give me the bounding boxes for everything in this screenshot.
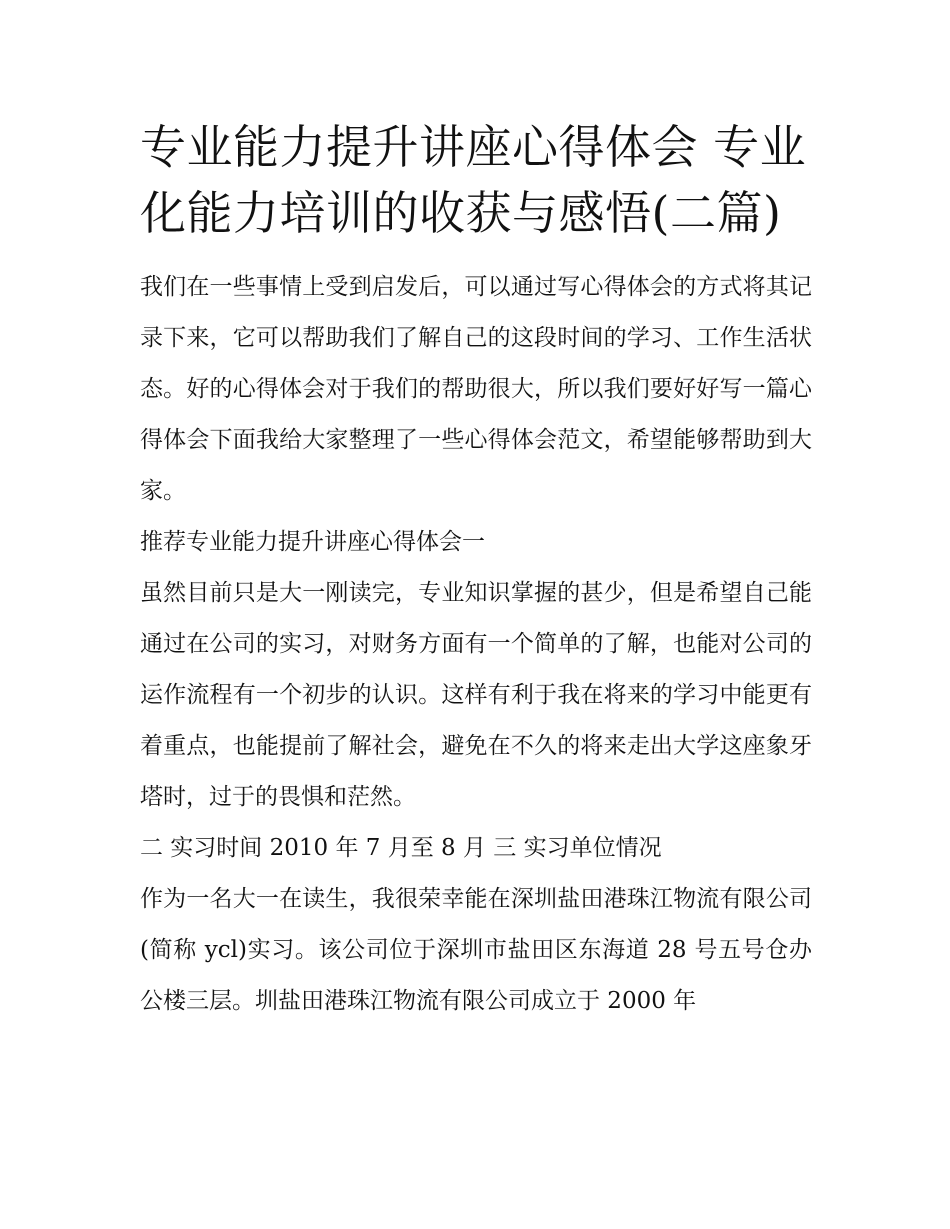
- body-paragraph-2: 作为一名大一在读生，我很荣幸能在深圳盐田港珠江物流有限公司(简称 ycl)实习。该公司位于深圳市盐田区东海道 28 号五号仓办公楼三层。圳盐田港珠江物流有限公司成立于 2000 年: [140, 886, 812, 1014]
- document-page: [140, 114, 812, 1027]
- body-paragraph-1: 虽然目前只是大一刚读完，专业知识掌握的甚少，但是希望自己能通过在公司的实习，对财务方面有一个简单的了解，也能对公司的运作流程有一个初步的认识。这样有利于我在将来的学习中能更有着重点，也能提前了解社会，避免在不久的将来走出大学这座象牙塔时，过于的畏惧和茫然。: [140, 580, 812, 810]
- document-title: 专业能力提升讲座心得体会 专业化能力培训的收获与感悟(二篇): [140, 120, 807, 240]
- section-heading: 推荐专业能力提升讲座心得体会一: [140, 529, 485, 555]
- intro-paragraph: 我们在一些事情上受到启发后，可以通过写心得体会的方式将其记录下来，它可以帮助我们了解自己的这段时间的学习、工作生活状态。好的心得体会对于我们的帮助很大，所以我们要好好写一篇心得体会下面我给大家整理了一些心得体会范文，希望能够帮助到大家。: [140, 274, 812, 504]
- internship-info-line: 二 实习时间 2010 年 7 月至 8 月 三 实习单位情况: [140, 835, 662, 861]
